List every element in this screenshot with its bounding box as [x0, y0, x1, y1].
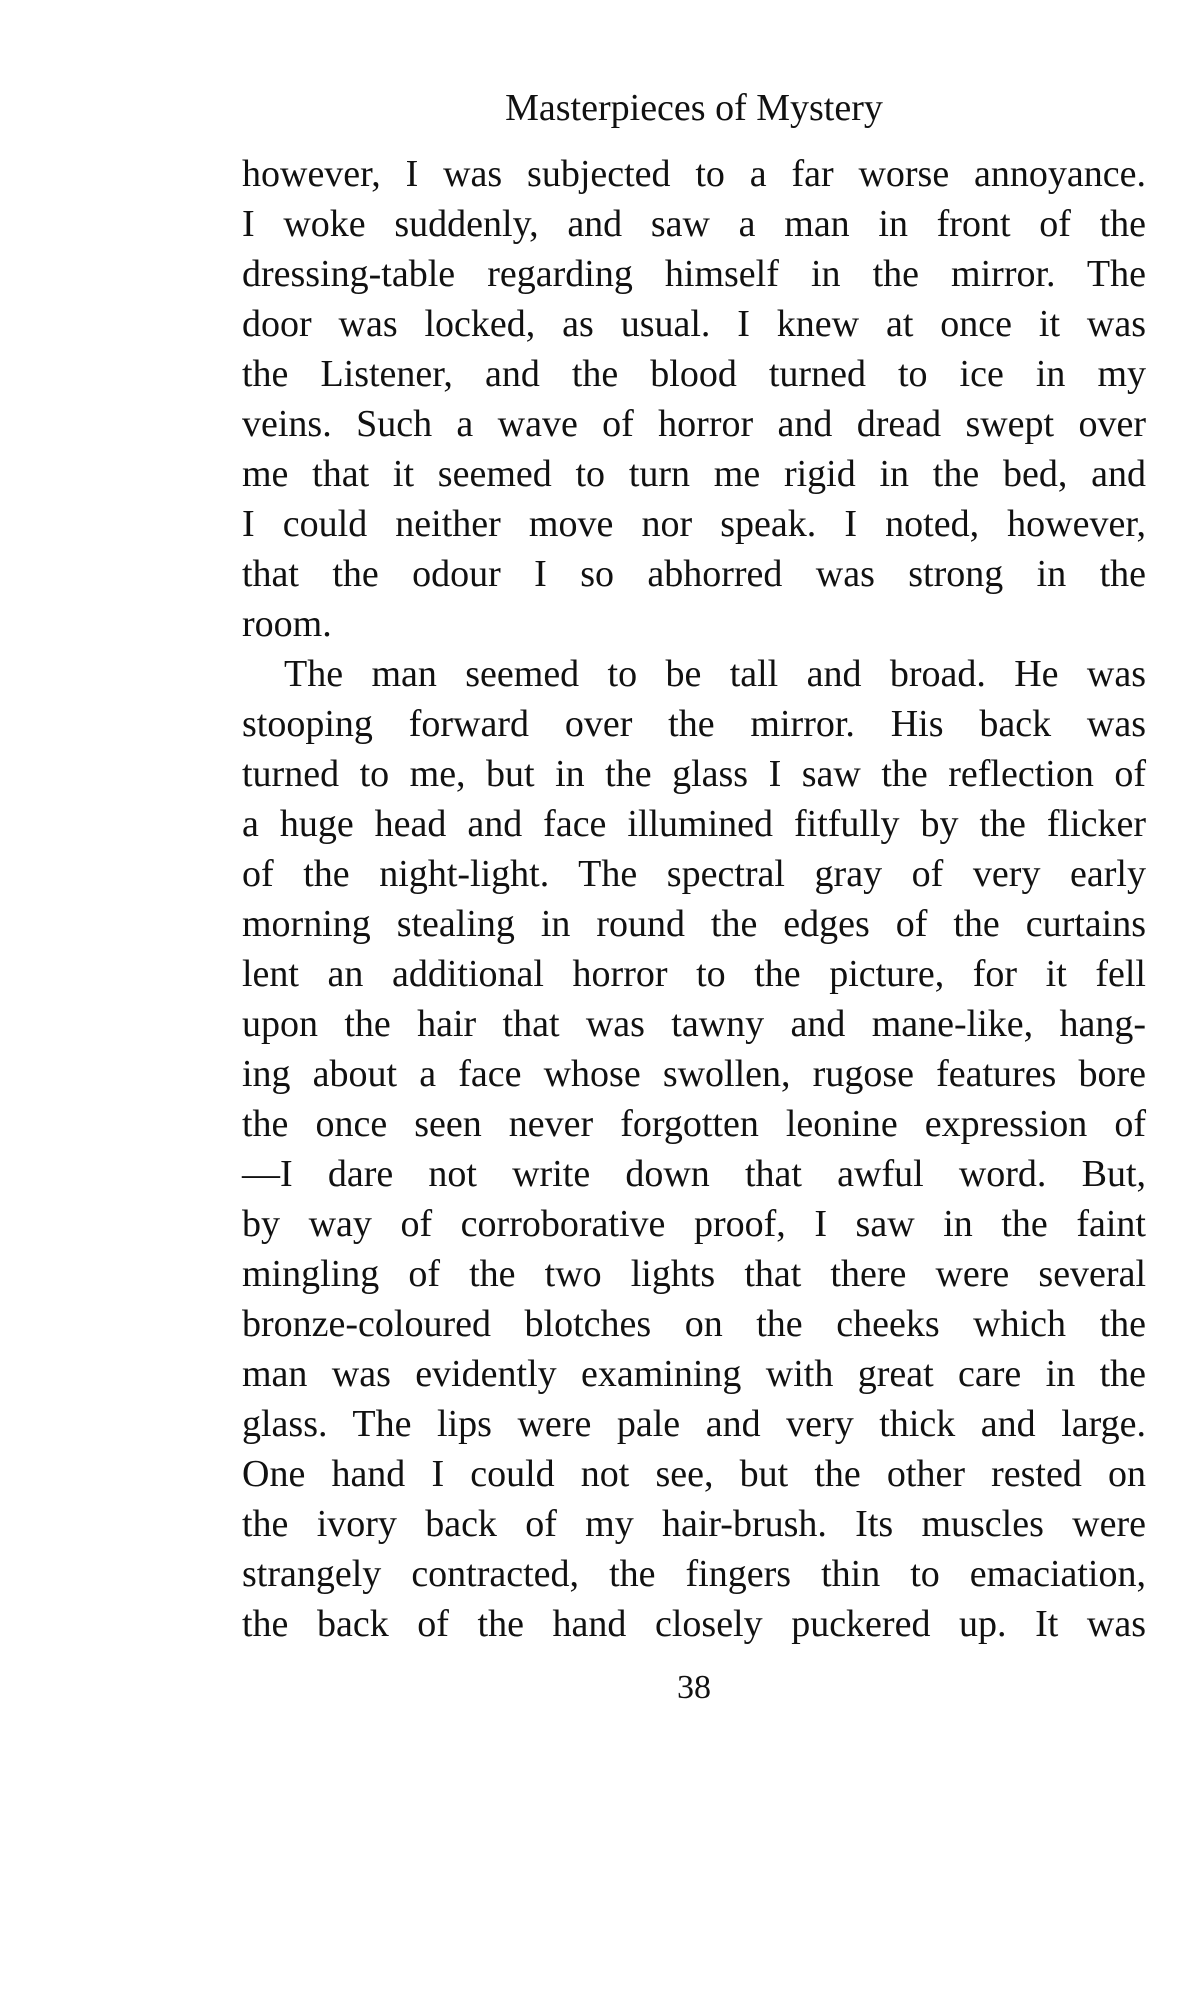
text-line: bronze-coloured blotches on the cheeks which the	[242, 1303, 1146, 1345]
text-line: man was evidently examining with great care in the	[242, 1353, 1146, 1395]
text-line: morning stealing in round the edges of the curtains	[242, 903, 1146, 945]
text-line: the back of the hand closely puckered up. It was	[242, 1603, 1146, 1645]
text-line: stooping forward over the mirror. His back was	[242, 703, 1146, 745]
text-line: the Listener, and the blood turned to ice in my	[242, 353, 1146, 395]
running-header: Masterpieces of Mystery	[505, 87, 883, 129]
text-line: of the night-light. The spectral gray of very early	[242, 853, 1146, 895]
text-line: —I dare not write down that awful word. But,	[242, 1153, 1146, 1195]
text-line: however, I was subjected to a far worse annoyance.	[242, 153, 1146, 195]
text-line: the ivory back of my hair-brush. Its muscles were	[242, 1503, 1146, 1545]
text-line: by way of corroborative proof, I saw in the faint	[242, 1203, 1146, 1245]
text-line: mingling of the two lights that there were several	[242, 1253, 1146, 1295]
text-line: I woke suddenly, and saw a man in front of the	[242, 203, 1146, 245]
text-line: the once seen never forgotten leonine expression of	[242, 1103, 1146, 1145]
text-line: door was locked, as usual. I knew at once it was	[242, 303, 1146, 345]
body-text	[242, 149, 1146, 1649]
text-line: a huge head and face illumined fitfully by the flicker	[242, 803, 1146, 845]
text-line: dressing-table regarding himself in the mirror. The	[242, 253, 1146, 295]
text-line: room.	[242, 603, 332, 645]
text-line: glass. The lips were pale and very thick and large.	[242, 1403, 1146, 1445]
text-line: One hand I could not see, but the other rested on	[242, 1453, 1146, 1495]
paragraph-1	[242, 149, 1146, 649]
paragraph-2	[242, 649, 1146, 1649]
text-line: strangely contracted, the fingers thin to emaciation,	[242, 1553, 1146, 1595]
text-line: me that it seemed to turn me rigid in the bed, and	[242, 453, 1146, 495]
text-line: veins. Such a wave of horror and dread swept over	[242, 403, 1146, 445]
text-line: The man seemed to be tall and broad. He was	[284, 653, 1146, 695]
text-line: upon the hair that was tawny and mane-like, hang-	[242, 1003, 1146, 1045]
text-line: lent an additional horror to the picture, for it fell	[242, 953, 1146, 995]
text-line: I could neither move nor speak. I noted, however,	[242, 503, 1146, 545]
text-line: ing about a face whose swollen, rugose features bore	[242, 1053, 1146, 1095]
text-line: that the odour I so abhorred was strong in the	[242, 553, 1146, 595]
page-number: 38	[677, 1669, 711, 1706]
text-line: turned to me, but in the glass I saw the reflection of	[242, 753, 1146, 795]
